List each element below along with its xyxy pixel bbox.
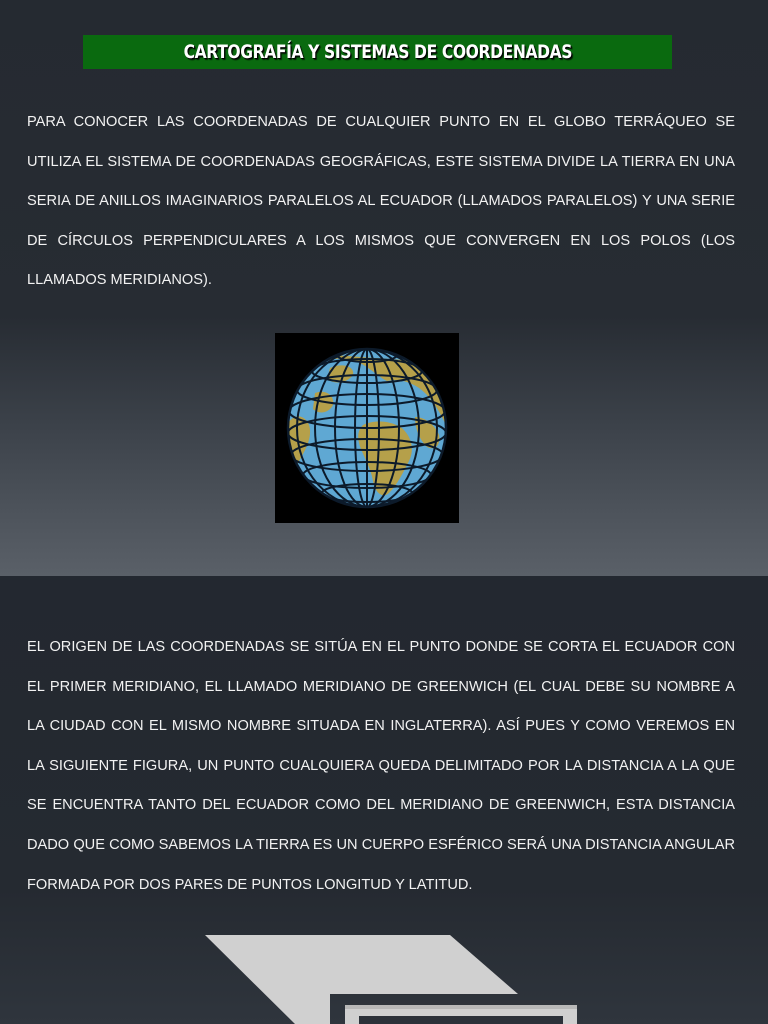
intro-paragraph: PARA CONOCER LAS COORDENADAS DE CUALQUIER PUNTO EN EL GLOBO TERRÁQUEO SE UTILIZA EL SISTEMA DE COORDENADAS GEOGRÁFICAS, ESTE SISTEMA DIVIDE LA TIERRA EN UNA SERIA DE ANILLOS IMAGINARIOS PARALELOS AL ECUADOR (LLAMADOS PARALELOS) Y UNA SERIE DE CÍRCULOS PERPENDICULARES A LOS MISMOS QUE CONVERGEN EN LOS POLOS (LOS LLAMADOS MERIDIANOS).	[27, 114, 735, 289]
figure-graphic	[200, 934, 600, 1024]
figure-shape-icon	[200, 934, 600, 1024]
title-banner	[83, 35, 672, 69]
globe-image	[275, 333, 459, 523]
page-title: CARTOGRAFÍA Y SISTEMAS DE COORDENADAS	[183, 41, 572, 63]
globe-icon	[275, 333, 459, 523]
origin-paragraph: EL ORIGEN DE LAS COORDENADAS SE SITÚA EN EL PUNTO DONDE SE CORTA EL ECUADOR CON EL PRIMER MERIDIANO, EL LLAMADO MERIDIANO DE GREENWICH (EL CUAL DEBE SU NOMBRE A LA CIUDAD CON EL MISMO NOMBRE SITUADA EN INGLATERRA). ASÍ PUES Y COMO VEREMOS EN LA SIGUIENTE FIGURA, UN PUNTO CUALQUIERA QUEDA DELIMITADO POR LA DISTANCIA A LA QUE SE ENCUENTRA TANTO DEL ECUADOR COMO DEL MERIDIANO DE GREENWICH, ESTA DISTANCIA DADO QUE COMO SABEMOS LA TIERRA ES UN CUERPO ESFÉRICO SERÁ UNA DISTANCIA ANGULAR FORMADA POR DOS PARES DE PUNTOS LONGITUD Y LATITUD.	[27, 639, 735, 893]
